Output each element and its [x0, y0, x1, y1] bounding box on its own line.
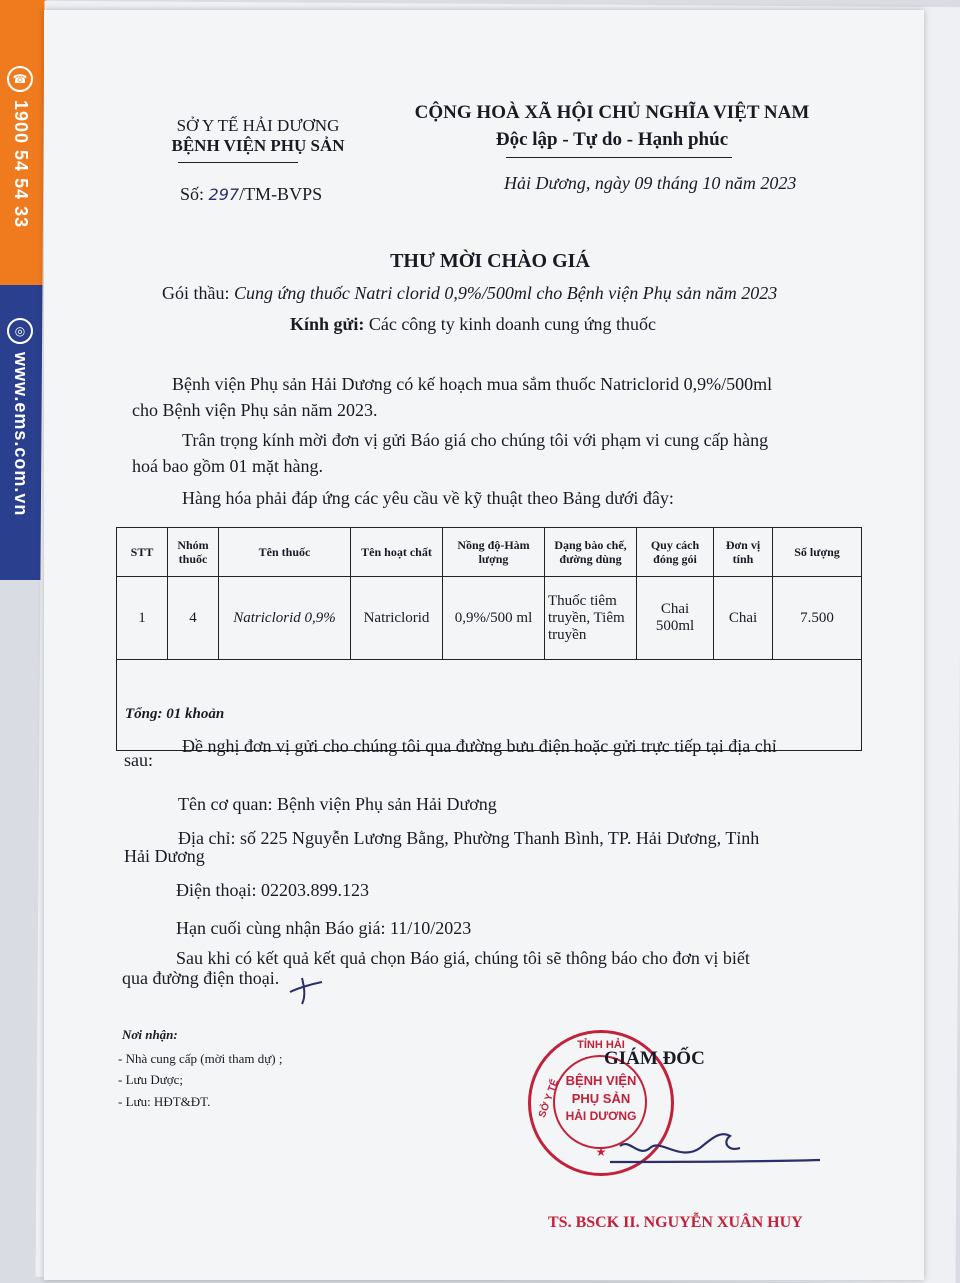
- cell-unit: Chai: [714, 577, 773, 660]
- paragraph-2-line-2: hoá bao gồm 01 mặt hàng.: [132, 456, 323, 476]
- cell-active-ingredient: Natriclorid: [351, 577, 443, 660]
- paragraph-3: Hàng hóa phải đáp ứng các yêu cầu về kỹ thuật theo Bảng dưới đây:: [182, 488, 674, 508]
- signer-name: TS. BSCK II. NGUYỄN XUÂN HUY: [548, 1214, 803, 1231]
- handwritten-signature: [590, 1118, 840, 1178]
- recipient-item-2: - Lưu Dược;: [118, 1072, 184, 1087]
- document-number: [180, 184, 322, 205]
- nation-line-2: Độc lập - Tự do - Hạnh phúc: [495, 129, 729, 150]
- ems-envelope: [0, 0, 46, 580]
- recipient-value: Các công ty kinh doanh cung ứng thuốc: [368, 314, 657, 334]
- header-concentration: Nồng độ-Hàm lượng: [443, 528, 545, 577]
- header-packaging: Quy cách đóng gói: [637, 528, 714, 577]
- deadline-line: Hạn cuối cùng nhận Báo giá: 11/10/2023: [176, 918, 472, 938]
- paragraph-1-line-2: cho Bệnh viện Phụ sản năm 2023.: [132, 400, 378, 420]
- cell-packaging: Chai 500ml: [637, 577, 714, 660]
- request-line-2: sau:: [124, 750, 153, 770]
- header-unit: Đơn vị tính: [714, 528, 773, 577]
- cell-dosage-form: Thuốc tiêm truyền, Tiêm truyền: [545, 577, 637, 660]
- recipient-label: Kính gửi:: [290, 314, 365, 334]
- goods-table: [116, 527, 862, 751]
- motto-underline: [506, 157, 732, 158]
- address-line-2: Hải Dương: [124, 846, 205, 866]
- cell-concentration: 0,9%/500 ml: [443, 577, 545, 660]
- header-quantity: Số lượng: [773, 528, 862, 577]
- document-title: THƯ MỜI CHÀO GIÁ: [390, 250, 590, 272]
- stamp-star: ★: [595, 1145, 607, 1159]
- org-line-2: BỆNH VIỆN PHỤ SẢN: [171, 136, 345, 155]
- recipients-label: Nơi nhận:: [122, 1027, 178, 1042]
- package-line: [162, 283, 777, 304]
- envelope-phone: 1900 54 54 33: [11, 100, 31, 229]
- phone-icon: ☎: [7, 66, 33, 92]
- recipient-item-1: - Nhà cung cấp (mời tham dự) ;: [118, 1051, 283, 1066]
- header-dosage-form: Dạng bào chế, đường dùng: [545, 528, 637, 577]
- number-handwritten: 297: [208, 185, 240, 204]
- number-prefix: Số:: [180, 184, 205, 204]
- stamp-left-text: SỞ Y TẾ: [537, 1077, 561, 1120]
- org-line-1: SỞ Y TẾ HẢI DƯƠNG: [176, 116, 340, 135]
- recipient-item-3: - Lưu: HĐT&ĐT.: [118, 1094, 211, 1109]
- address-line-1: Địa chỉ: số 225 Nguyễn Lương Bằng, Phường Thanh Bình, TP. Hải Dương, Tỉnh: [178, 828, 760, 848]
- recipient-line: [290, 314, 656, 335]
- stamp-line-3: HẢI DƯƠNG: [565, 1109, 637, 1123]
- header-drug-name: Tên thuốc: [219, 528, 351, 577]
- envelope-website: www.ems.com.vn: [11, 352, 31, 517]
- org-underline: [178, 162, 298, 163]
- table-row: [117, 577, 862, 660]
- table-header-row: [117, 528, 862, 577]
- header-active-ingredient: Tên hoạt chất: [351, 528, 443, 577]
- cell-drug-name: Natriclorid 0,9%: [219, 577, 351, 660]
- nation-line-1: CỘNG HOÀ XÃ HỘI CHỦ NGHĨA VIỆT NAM: [414, 102, 810, 123]
- globe-icon: ◎: [7, 318, 33, 344]
- stamp-line-2: PHỤ SẢN: [571, 1091, 631, 1106]
- header-stt: STT: [117, 528, 168, 577]
- package-label: Gói thầu:: [162, 283, 230, 303]
- phone-line: Điện thoại: 02203.899.123: [176, 880, 369, 900]
- notify-line-2: qua đường điện thoại.: [122, 968, 280, 988]
- place-date: Hải Dương, ngày 09 tháng 10 năm 2023: [504, 173, 797, 193]
- signature-role: GIÁM ĐỐC: [604, 1048, 705, 1069]
- table-total: Tổng: 01 khoản: [117, 660, 862, 751]
- paragraph-2-line-1: Trân trọng kính mời đơn vị gửi Báo giá cho chúng tôi với phạm vi cung cấp hàng: [182, 430, 769, 450]
- package-value: Cung ứng thuốc Natri clorid 0,9%/500ml cho Bệnh viện Phụ sản năm 2023: [234, 283, 778, 303]
- request-line-1: Đề nghị đơn vị gửi cho chúng tôi qua đường bưu điện hoặc gửi trực tiếp tại địa chỉ: [182, 736, 777, 756]
- header-group: Nhóm thuốc: [168, 528, 219, 577]
- stamp-line-1: BỆNH VIỆN: [565, 1073, 637, 1088]
- paragraph-1-line-1: Bệnh viện Phụ sản Hải Dương có kế hoạch mua sắm thuốc Natriclorid 0,9%/500ml: [172, 374, 773, 394]
- notify-line-1: Sau khi có kết quả kết quả chọn Báo giá, chúng tôi sẽ thông báo cho đơn vị biết: [176, 948, 750, 968]
- stamp-top-text: TỈNH HẢI: [577, 1039, 625, 1051]
- handwritten-initial-mark: [284, 968, 328, 1008]
- cell-quantity: 7.500: [773, 577, 862, 660]
- agency-line: Tên cơ quan: Bệnh viện Phụ sản Hải Dương: [178, 794, 497, 814]
- cell-stt: 1: [117, 577, 168, 660]
- cell-group: 4: [168, 577, 219, 660]
- number-suffix: /TM-BVPS: [239, 184, 323, 204]
